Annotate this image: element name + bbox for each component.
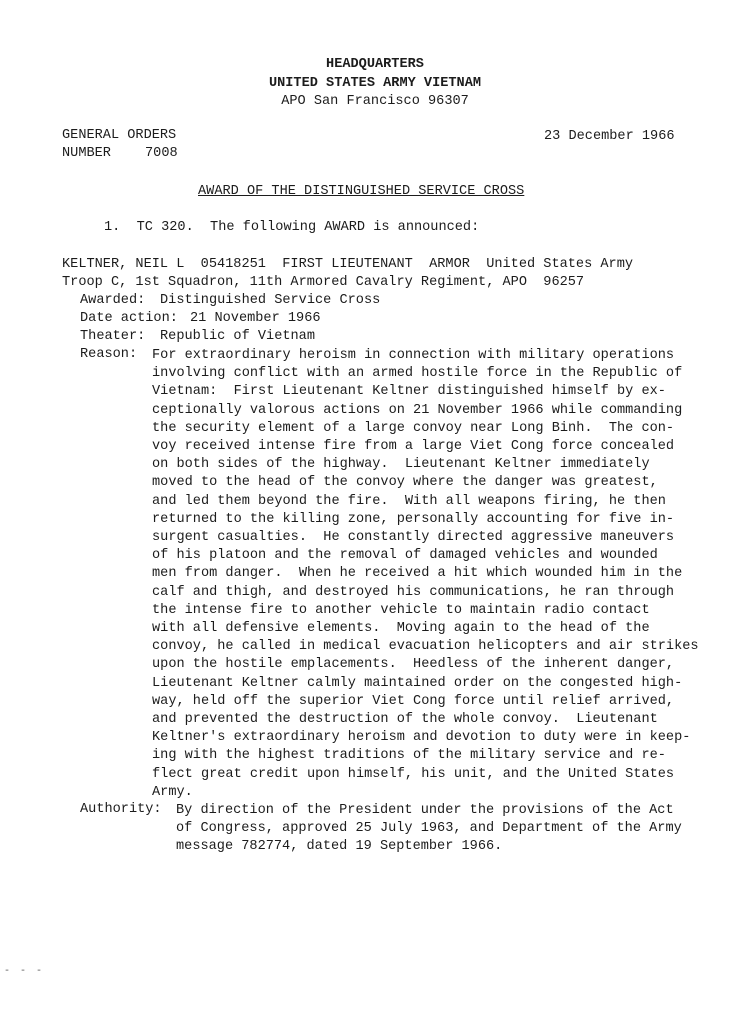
document-header bbox=[0, 56, 750, 112]
date-action-label: Date action: bbox=[80, 311, 178, 326]
reason-line: surgent casualties. He constantly directed aggressive maneuvers bbox=[152, 530, 675, 546]
date-action-value: 21 November 1966 bbox=[190, 311, 321, 326]
award-title: AWARD OF THE DISTINGUISHED SERVICE CROSS bbox=[198, 184, 525, 199]
reason-line: the intense fire to another vehicle to maintain radio contact bbox=[152, 602, 650, 618]
reason-line: ing with the highest traditions of the military service and re- bbox=[152, 748, 666, 764]
reason-line: returned to the killing zone, personally accounting for five in- bbox=[152, 511, 675, 527]
header-line-apo: APO San Francisco 96307 bbox=[281, 94, 469, 109]
reason-line: flect great credit upon himself, his unit, and the United States bbox=[152, 766, 675, 782]
header-line-headquarters: HEADQUARTERS bbox=[326, 57, 424, 72]
reason-line: moved to the head of the convoy where the danger was greatest, bbox=[152, 475, 658, 491]
reason-line: men from danger. When he received a hit which wounded him in the bbox=[152, 566, 683, 582]
number-label: NUMBER bbox=[62, 146, 111, 161]
reason-label: Reason: bbox=[80, 347, 138, 362]
reason-line: ceptionally valorous actions on 21 November 1966 while commanding bbox=[152, 402, 683, 418]
reason-line: voy received intense fire from a large Viet Cong force concealed bbox=[152, 439, 675, 455]
reason-line: way, held off the superior Viet Cong force until relief arrived, bbox=[152, 693, 675, 709]
authority-label: Authority: bbox=[80, 802, 162, 817]
general-orders-label: GENERAL ORDERS bbox=[62, 128, 177, 143]
order-date: 23 December 1966 bbox=[544, 129, 675, 144]
reason-line: upon the hostile emplacements. Heedless of the inherent danger, bbox=[152, 657, 675, 673]
reason-line: Keltner's extraordinary heroism and devotion to duty were in keep- bbox=[152, 730, 691, 746]
awarded-value: Distinguished Service Cross bbox=[160, 293, 381, 308]
reason-line: of his platoon and the removal of damaged vehicles and wounded bbox=[152, 548, 658, 564]
reason-line: Army. bbox=[152, 784, 193, 800]
theater-value: Republic of Vietnam bbox=[160, 329, 315, 344]
reason-line: on both sides of the highway. Lieutenant Keltner immediately bbox=[152, 457, 650, 473]
awardee-line-1: KELTNER, NEIL L 05418251 FIRST LIEUTENANT ARMOR United States Army bbox=[62, 257, 634, 272]
authority-line: of Congress, approved 25 July 1963, and Department of the Army bbox=[176, 821, 682, 837]
reason-line: and led them beyond the fire. With all weapons firing, he then bbox=[152, 493, 666, 509]
scan-mark-divider: - - - bbox=[4, 966, 45, 977]
reason-line: Vietnam: First Lieutenant Keltner distinguished himself by ex- bbox=[152, 384, 666, 400]
reason-line: For extraordinary heroism in connection with military operations bbox=[152, 348, 675, 363]
awarded-label: Awarded: bbox=[80, 293, 146, 308]
reason-line: convoy, he called in medical evacuation helicopters and air strikes bbox=[152, 639, 699, 655]
theater-label: Theater: bbox=[80, 329, 146, 344]
reason-line: the security element of a large convoy near Long Binh. The con- bbox=[152, 420, 675, 436]
paragraph-1: 1. TC 320. The following AWARD is announced: bbox=[104, 220, 480, 235]
reason-line: and prevented the destruction of the whole convoy. Lieutenant bbox=[152, 712, 658, 728]
reason-line: involving conflict with an armed hostile force in the Republic of bbox=[152, 366, 683, 382]
reason-line: Lieutenant Keltner calmly maintained order on the congested high- bbox=[152, 675, 683, 691]
authority-line: By direction of the President under the provisions of the Act bbox=[176, 803, 674, 818]
authority-line: message 782774, dated 19 September 1966. bbox=[176, 839, 503, 855]
reason-line: with all defensive elements. Moving again to the head of the bbox=[152, 621, 650, 637]
awardee-line-2: Troop C, 1st Squadron, 11th Armored Cavalry Regiment, APO 96257 bbox=[62, 275, 585, 290]
authority-text bbox=[176, 802, 682, 857]
reason-line: calf and thigh, and destroyed his communications, he ran through bbox=[152, 584, 675, 600]
reason-text bbox=[152, 347, 712, 802]
order-number: 7008 bbox=[145, 146, 178, 161]
header-line-usarv: UNITED STATES ARMY VIETNAM bbox=[268, 75, 482, 91]
